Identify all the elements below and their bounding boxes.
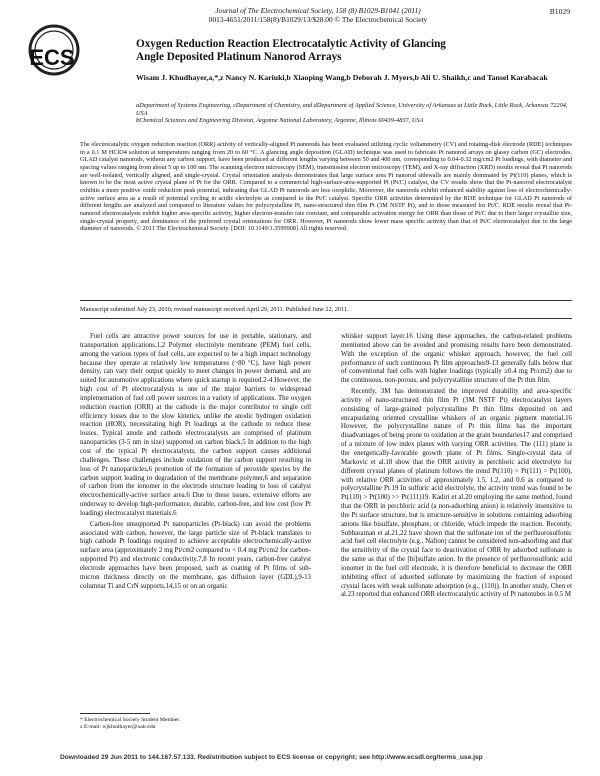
author: Wisam J. Khudhayer,a,*,z: [136, 73, 224, 82]
manuscript-dates: Manuscript submitted July 23, 2010; revised manuscript received April 29, 2011. Published June 22, 2011.: [80, 306, 349, 313]
ecs-logo-text: ECS: [29, 45, 75, 70]
divider: [80, 300, 572, 301]
journal-header: [168, 7, 468, 24]
body-column-left: [80, 333, 311, 591]
author: Deborah J. Myers,b: [352, 73, 420, 82]
page-code: B1029: [549, 7, 570, 16]
body-column-right: [341, 333, 572, 600]
footnote-rule: [80, 713, 150, 714]
footnotes: [80, 717, 311, 732]
body-paragraph: Carbon-free unsupported Pt nanoparticles (Pt-black) can avoid the problems associated with carbon, however, the large particle size of Pt-black translates to high cathode Pt loadings required to achieve acceptable electrochemically-active surface area (approximately 2 mg Pt/cm2 compared to < 0.4 mg Pt/cm2 for carbon-supported Pt) and electronic conductivity.7,8 In recent years, carbon-free catalyst electrode approaches have been proposed, such as coating of Pt films of sub-micron thickness directly on the membrane, gas diffusion layer (GDL),9-13 columnar Ti and CrN supports,14,15 or on an organic: [80, 520, 311, 590]
author-list: [136, 72, 576, 84]
footnote: z E-mail: wjkhudhayer@ualr.edu: [80, 724, 156, 731]
affiliation: bChemical Sciences and Engineering Division, Argonne National Laboratory, Argonne, Illinois 60439-4837, USA: [136, 117, 424, 125]
divider: [80, 318, 572, 319]
footnote: * Electrochemical Society Student Member.: [80, 717, 181, 723]
body-paragraph: whisker support layer.16 Using these approaches, the carbon-related problems mentioned above can be avoided and promising results have been demonstrated. With the exception of the organic whisker approach, however, the fuel cell performance of such continuous Pt film approaches9-13 generally falls below that of conventional fuel cells with higher loadings (typically ≥0.4 mg Pt/cm2) due to the continuous, non-porous, and polycrystalline structure of the Pt thin film.: [341, 333, 572, 385]
journal-citation: Journal of The Electrochemical Society, 158 (8) B1029-B1041 (2011): [215, 6, 421, 15]
copyright-line: © 2011 The Electrochemical Society. [DOI: 10.1149/1.3599908] All rights reserved.: [136, 225, 348, 233]
ecs-logo: [22, 22, 82, 90]
affiliation: aDepartment of Systems Engineering, cDepartment of Chemistry, and dDepartment of Applied Science, University of Arkansas at Little Rock, Little Rock, Arkansas 72204, USA: [136, 102, 568, 117]
author: Ali U. Shaikh,c: [420, 73, 471, 82]
abstract-text: The electrocatalytic oxygen reduction reaction (ORR) activity of vertically-aligned Pt nanorods has been evaluated utilizing cyclic voltammetry (CV) and rotating-disk electrode (RDE) techniques in a 0.1 M HClO4 solution at temperatures ranging from 20 to 60 °C. A glancing angle deposition (GLAD) technique was used to fabricate Pt nanorod arrays on glassy carbon (GC) electrodes. GLAD catalyst nanorods, without any carbon support, have been produced at different lengths varying between 50 and 400 nm, corresponding to 0.04-0.32 mg/cm2 Pt loadings, with diameter and spacing values ranging from about 5 up to 100 nm. The scanning electron microscopy (SEM), transmission electron microscopy (TEM), and X-ray diffraction (XRD) results reveal that Pt nanorods are well-isolated, vertically aligned, and single-crystal. Crystal orientation analysis demonstrates that large surface area Pt nanorod sidewalls are mainly dominated by Pt(110) planes, which is known to be the most active crystal plane of Pt for the ORR. Compared to a commercial high-surface-area-supported Pt (Pt/C) catalyst, the CV results show that the Pt-nanorod electrocatalyst exhibits a more positive oxide reduction peak potential, indicating that GLAD Pt nanorods are less oxophilic. Moreover, the nanorods exhibit enhanced stability against loss of electrochemically-active surface area as a result of potential cycling in acidic electrolyte as compared to the Pt/C catalyst. Specific ORR activities determined by the RDE technique for GLAD Pt nanorods of different lengths are analyzed and compared to literature values for polycrystalline Pt, nano-structured thin film Pt (3M NSTF Pt), and to those measured for Pt/C. RDE results reveal that Pt-nanorod electrocatalysts exhibit higher area-specific activity, higher electron-transfer rate constant, and comparable activation energy for ORR than those of Pt/C due to their larger crystallite size, single-crystal property, and dominance of the preferred crystal orientations for ORR. However, Pt nanorods show lower mass specific activity than that of Pt/C electrocatalyst due to the large diameter of nanorods.: [80, 141, 572, 233]
author: Nancy N. Kariuki,b: [225, 73, 291, 82]
body-paragraph: Fuel cells are attractive power sources for use in portable, stationary, and transportation applications.1,2 Polymer electrolyte membrane (PEM) fuel cells, among the various types of fuel cells, are expected to be a high impact technology because they operate at relatively low temperatures (~80 °C), have high power density, can vary their output quickly to meet changes in power demand, and are suited for automotive applications where quick startup is required.2-4 However, the high cost of Pt electrocatalysts is one of the major barriers to widespread implementation of fuel cell power sources in a variety of applications. The oxygen reduction reaction (ORR) at the cathode is the major contributor to single cell efficiency losses due to the slow kinetics, unlike the anodic hydrogen oxidation reaction (HOR), necessitating high Pt loadings at the cathode to reduce these losses. Typical anode and cathode electrocatalysts are comprised of platinum nanoparticles (3-5 nm in size) supported on carbon black.5 In addition to the high cost of the typical Pt electrocatalysts, the carbon support causes additional challenges. These challenges include oxidation of the carbon support resulting in loss of Pt nanoparticles,6 promotion of the formation of peroxide species by the carbon support leading to degradation of the membrane polymer,6 and separation of carbon from the ionomer in the electrode structure leading to loss of catalyst electrochemically-active surface area.6 Due to these issues, extensive efforts are underway to develop high-performance, durable, carbon-free, and low cost (low Pt loading) electrocatalyst materials.6: [80, 333, 311, 517]
ecs-logo-graphic: [22, 22, 82, 90]
journal-doi-line: 0013-4651/2011/158(8)/B1029/13/$28.00 © The Electrochemical Society: [208, 14, 428, 24]
body-paragraph: Recently, 3M has demonstrated the improved durability and area-specific activity of nano-structured thin film Pt (3M NSTF Pt) electrocatalyst layers consisting of large-grained polycrystalline Pt thin films deposited on and encapsulating oriented crystalline whiskers of an organic pigment material.16 However, the polycrystalline nature of Pt thin films has the important disadvantages of being prone to oxidation at the grain boundaries17 and comprised of a mixture of low index planes with varying ORR activities. The (111) plane is the energetically-favorable growth plane of Pt films. Single-crystal data of Markovic et al.18 show that the ORR activity in perchloric acid electrolyte for different crystal planes of platinum follows the trend Pt(110) > Pt(111) > Pt(100), with relative ORR activities of approximately 1.5, 1.2, and 0.6 as compared to polycrystalline Pt.19 In sulfuric acid electrolyte, the activity trend was found to be Pt(110) > Pt(100) >> Pt(111)19. Kadiri et al.20 employing the same method, found that the ORR in perchloric acid (a non-adsorbing anion) is relatively insensitive to the Pt surface structure, but is structure-sensitive in solutions containing adsorbing anions like bisulfate, phosphate, or chloride, which impede the reaction. Recently, Subbaraman et al.21,22 have shown that the sulfonate ion of the perfluorosulfonic acid fuel cell electrolyte (e.g., Nafion) cannot be considered non-adsorbing and that the sensitivity of the crystal face to deactivation of ORR by adsorbed sulfonate is the same as that of the [bi]sulfate anion. In the presence of perfluorosulfonic acid ionomer in the fuel cell electrode, it is therefore beneficial to decrease the ORR inhibiting effect of adsorbed sulfonate by maximizing the fraction of exposed crystal faces with weak sulfonate adsorption (e.g., (110)). In another study, Chen et al.23 reported that enhanced ORR electrocatalytic activity of Pt nanotubes in 0.5 M: [341, 388, 572, 599]
author: Xiaoping Wang,b: [292, 73, 351, 82]
abstract: [80, 141, 572, 233]
download-notice: Downloaded 29 Jun 2011 to 144.167.57.133. Redistribution subject to ECS license or copyright; see http://www.ecsdl.org/terms_use.jsp: [60, 754, 483, 761]
paper-title: Oxygen Reduction Reaction Electrocatalytic Activity of Glancing Angle Deposited Platinum Nanorod Arrays: [136, 38, 446, 63]
author: and Tansel Karabacak: [472, 73, 548, 82]
affiliations: [136, 102, 576, 125]
